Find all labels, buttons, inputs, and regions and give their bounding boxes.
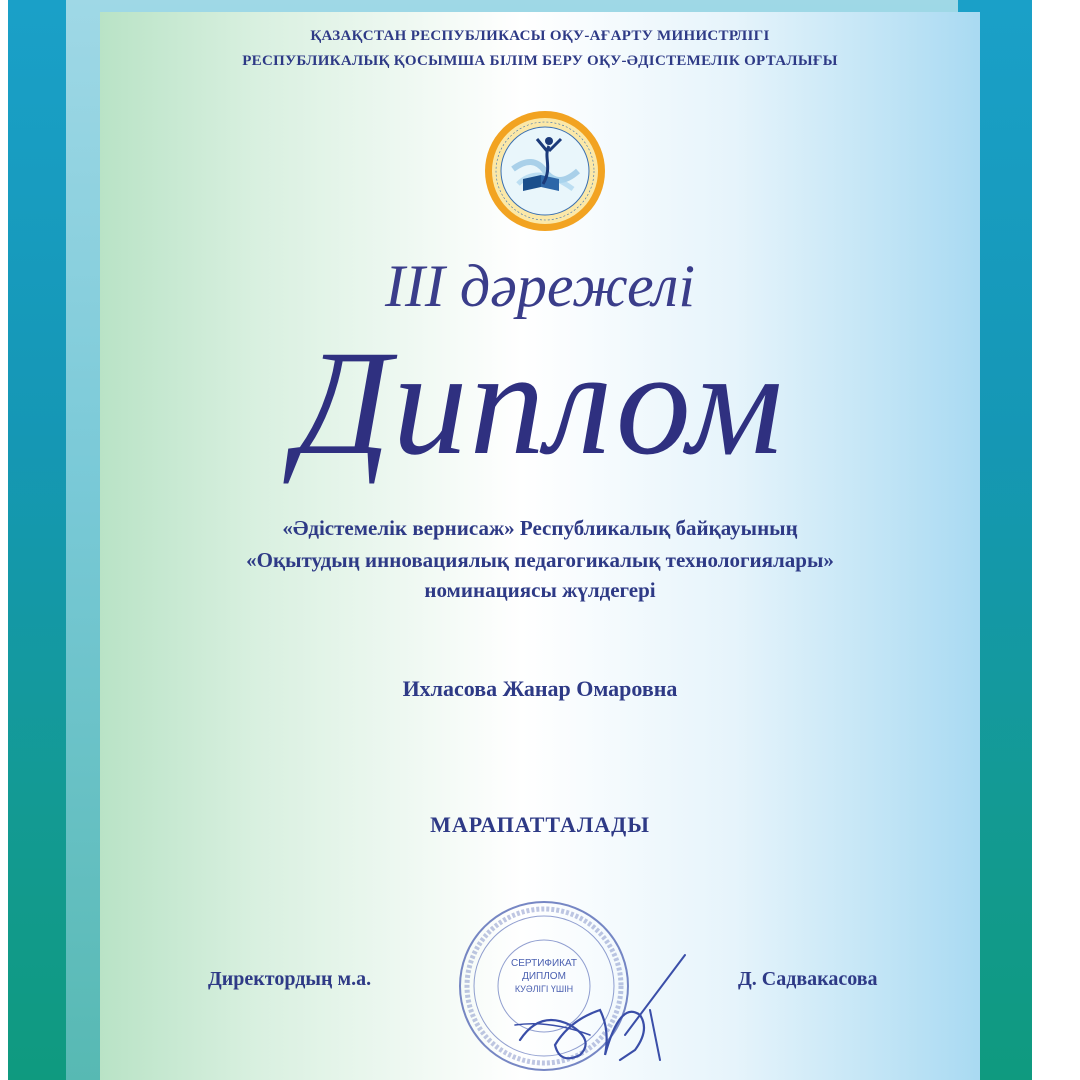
nomination-line-2: «Оқытудың инновациялық педагогикалық технологиялары» <box>246 548 834 572</box>
header-center: РЕСПУБЛИКАЛЫҚ ҚОСЫМША БІЛІМ БЕРУ ОҚУ-ӘДІСТЕМЕЛІК ОРТАЛЫҒЫ <box>242 53 838 69</box>
nomination-line-1: «Әдістемелік вернисаж» Республикалық байқауының <box>282 516 798 540</box>
nomination-line-3: номинациясы жүлдегері <box>424 578 656 602</box>
award-text: МАРАПАТТАЛАДЫ <box>430 812 650 837</box>
stamp-line-1: СЕРТИФИКАТ <box>510 958 578 969</box>
header-ministry: ҚАЗАҚСТАН РЕСПУБЛИКАСЫ ОҚУ-АҒАРТУ МИНИСТРЛІГІ <box>310 28 770 44</box>
recipient-name: Ихласова Жанар Омаровна <box>402 676 678 701</box>
page-margin <box>1032 0 1080 1080</box>
director-name: Д. Садвакасова <box>738 968 878 990</box>
diploma-title: Диплом <box>295 320 785 486</box>
director-role: Директордың м.а. <box>208 968 372 990</box>
stamp-line-3: КУӘЛІГІ ҮШІН <box>514 984 574 994</box>
handwritten-signature-icon <box>500 940 730 1070</box>
stamp-line-2: ДИПЛОМ <box>522 971 566 982</box>
degree-title: III дәрежелі <box>384 253 696 319</box>
emblem-logo-icon <box>483 109 607 233</box>
